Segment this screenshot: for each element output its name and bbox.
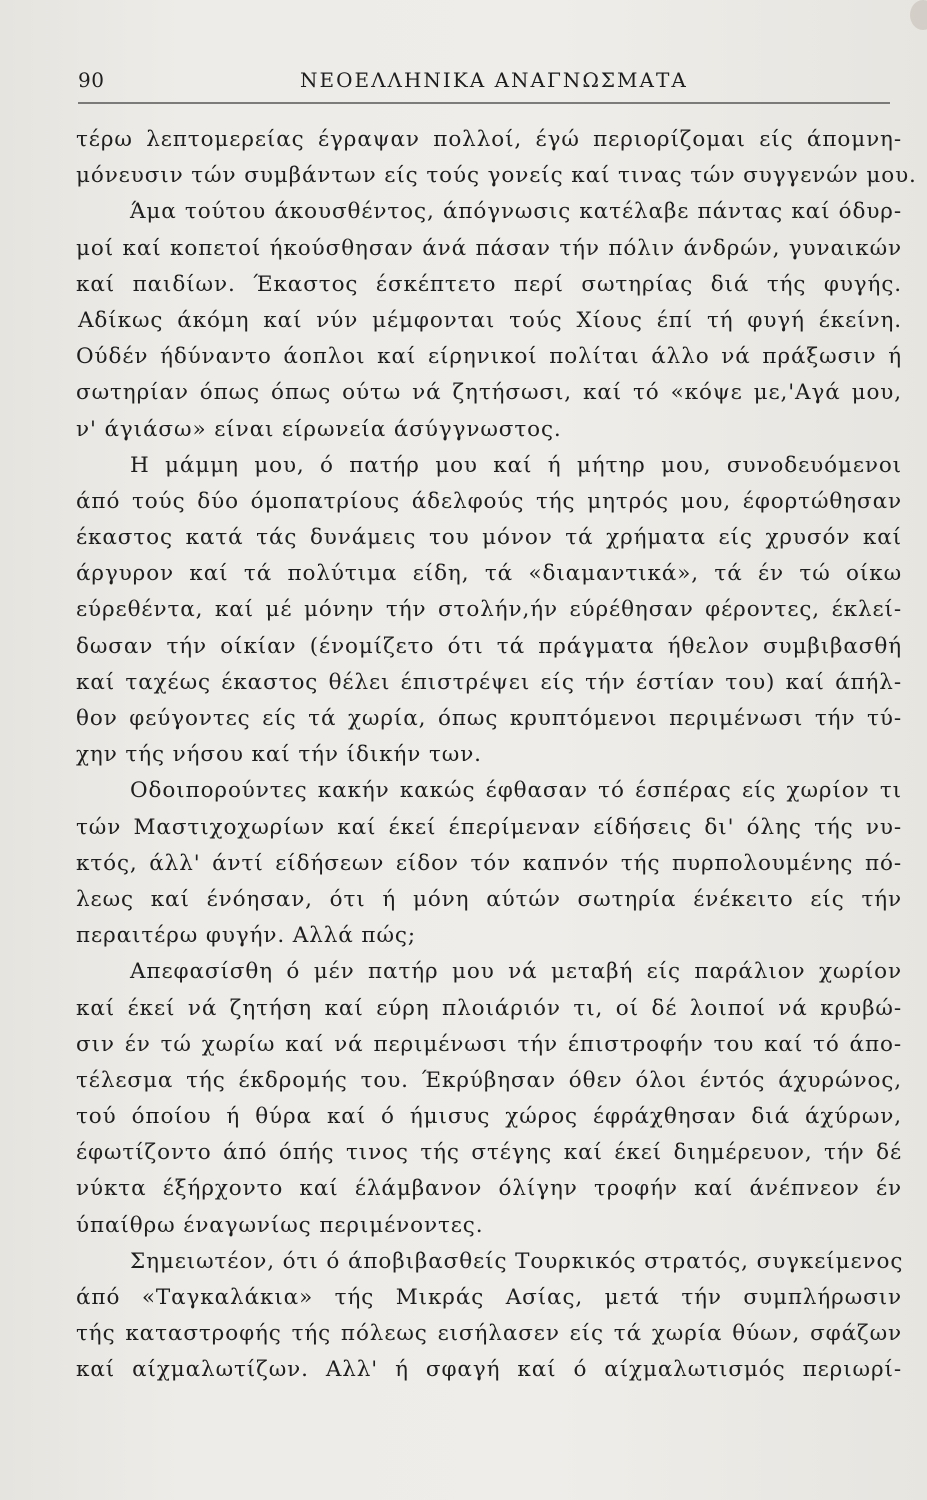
text-line: καί αίχμαλωτίζων. Αλλ' ή σφαγή καί ό αίχμαλωτισμός περιωρί-	[76, 1357, 902, 1383]
text-line: άπό τούς δύο όμοπατρίους άδελφούς τής μητρός μου, έφορτώθησαν	[76, 488, 902, 514]
text-line: έφωτίζοντο άπό όπής τινος τής στέγης καί έκεί διημέρευον, τήν δέ	[76, 1140, 902, 1166]
text-line: δωσαν τήν οίκίαν (ένομίζετο ότι τά πράγματα ήθελον συμβιβασθή	[76, 633, 902, 659]
text-line: μοί καί κοπετοί ήκούσθησαν άνά πάσαν τήν πόλιν άνδρών, γυναικών	[76, 235, 902, 261]
text-line: τής καταστροφής τής πόλεως εισήλασεν είς τά χωρία θύων, σφάζων	[76, 1321, 902, 1347]
text-line: Απεφασίσθη ό μέν πατήρ μου νά μεταβή είς παράλιον χωρίον	[130, 959, 902, 985]
text-line: ν' άγιάσω» είναι είρωνεία άσύγγνωστος.	[76, 416, 562, 442]
text-line: καί έκεί νά ζητήση καί εύρη πλοιάριόν τι, οί δέ λοιποί νά κρυβώ-	[76, 995, 902, 1021]
text-line: σωτηρίαν όπως όπως ούτω νά ζητήσωσι, καί τό «κόψε με,'Αγά μου,	[76, 380, 902, 406]
text-line: κτός, άλλ' άντί είδήσεων είδον τόν καπνόν τής πυρπολουμένης πό-	[76, 850, 902, 876]
text-line: ύπαίθρω έναγωνίως περιμένοντες.	[76, 1212, 484, 1238]
text-line: τέλεσμα τής έκδρομής του. Έκρύβησαν όθεν όλοι έντός άχυρώνος,	[76, 1067, 902, 1093]
running-title: ΝΕΟΕΛΛΗΝΙΚΑ ΑΝΑΓΝΩΣΜΑΤΑ	[300, 68, 688, 92]
text-line: χην τής νήσου καί τήν ίδικήν των.	[76, 742, 482, 768]
text-line: Σημειωτέον, ότι ό άποβιβασθείς Τουρκικός στρατός, συγκείμενος	[130, 1248, 904, 1274]
text-line: νύκτα έξήρχοντο καί έλάμβανον όλίγην τροφήν καί άνέπνεον έν	[76, 1176, 902, 1202]
text-line: μόνευσιν τών συμβάντων είς τούς γονείς καί τινας τών συγγενών μου.	[76, 163, 917, 189]
text-line: σιν έν τώ χωρίω καί νά περιμένωσι τήν έπιστροφήν του καί τό άπο-	[76, 1031, 902, 1057]
body-text	[76, 122, 917, 1389]
text-line: εύρεθέντα, καί μέ μόνην τήν στολήν,ήν εύρέθησαν φέροντες, έκλεί-	[76, 597, 902, 623]
text-line: καί ταχέως έκαστος θέλει έπιστρέψει είς τήν έστίαν του) καί άπήλ-	[76, 669, 902, 695]
page-header	[78, 64, 890, 96]
text-line: άπό «Ταγκαλάκια» τής Μικράς Ασίας, μετά τήν συμπλήρωσιν	[76, 1285, 902, 1310]
text-line: καί παιδίων. Έκαστος έσκέπτετο περί σωτηρίας διά τής φυγής.	[76, 271, 902, 297]
text-line: Άμα τούτου άκουσθέντος, άπόγνωσις κατέλαβε πάντας καί όδυρ-	[130, 199, 902, 225]
text-line: έκαστος κατά τάς δυνάμεις του μόνον τά χρήματα είς χρυσόν καί	[76, 525, 902, 551]
text-line: τών Μαστιχοχωρίων καί έκεί έπερίμεναν είδήσεις δι' όλης τής νυ-	[76, 814, 902, 840]
text-line: άργυρον καί τά πολύτιμα είδη, τά «διαμαντικά», τά έν τώ οίκω	[76, 561, 902, 587]
page-stain	[910, 0, 927, 30]
page-number: 90	[78, 68, 105, 92]
text-line: περαιτέρω φυγήν. Αλλά πώς;	[76, 923, 416, 949]
text-line: τού όποίου ή θύρα καί ό ήμισυς χώρος έφράχθησαν διά άχύρων,	[76, 1104, 902, 1130]
text-line: Οδοιπορούντες κακήν κακώς έφθασαν τό έσπέρας είς χωρίον τι	[130, 778, 902, 804]
text-line: Ούδέν ήδύναντο άοπλοι καί είρηνικοί πολίται άλλο νά πράξωσιν ή	[76, 344, 902, 370]
text-line: λεως καί ένόησαν, ότι ή μόνη αύτών σωτηρία ένέκειτο είς τήν	[76, 886, 902, 912]
text-line: Αδίκως άκόμη καί νύν μέμφονται τούς Χίους έπί τή φυγή έκείνη.	[78, 307, 902, 333]
text-line: θον φεύγοντες είς τά χωρία, όπως κρυπτόμενοι περιμένωσι τήν τύ-	[76, 706, 902, 731]
text-line: Η μάμμη μου, ό πατήρ μου καί ή μήτηρ μου, συνοδευόμενοι	[130, 452, 902, 478]
text-line: τέρω λεπτομερείας έγραψαν πολλοί, έγώ περιορίζομαι είς άπομνη-	[76, 127, 902, 152]
header-rule	[78, 102, 890, 104]
